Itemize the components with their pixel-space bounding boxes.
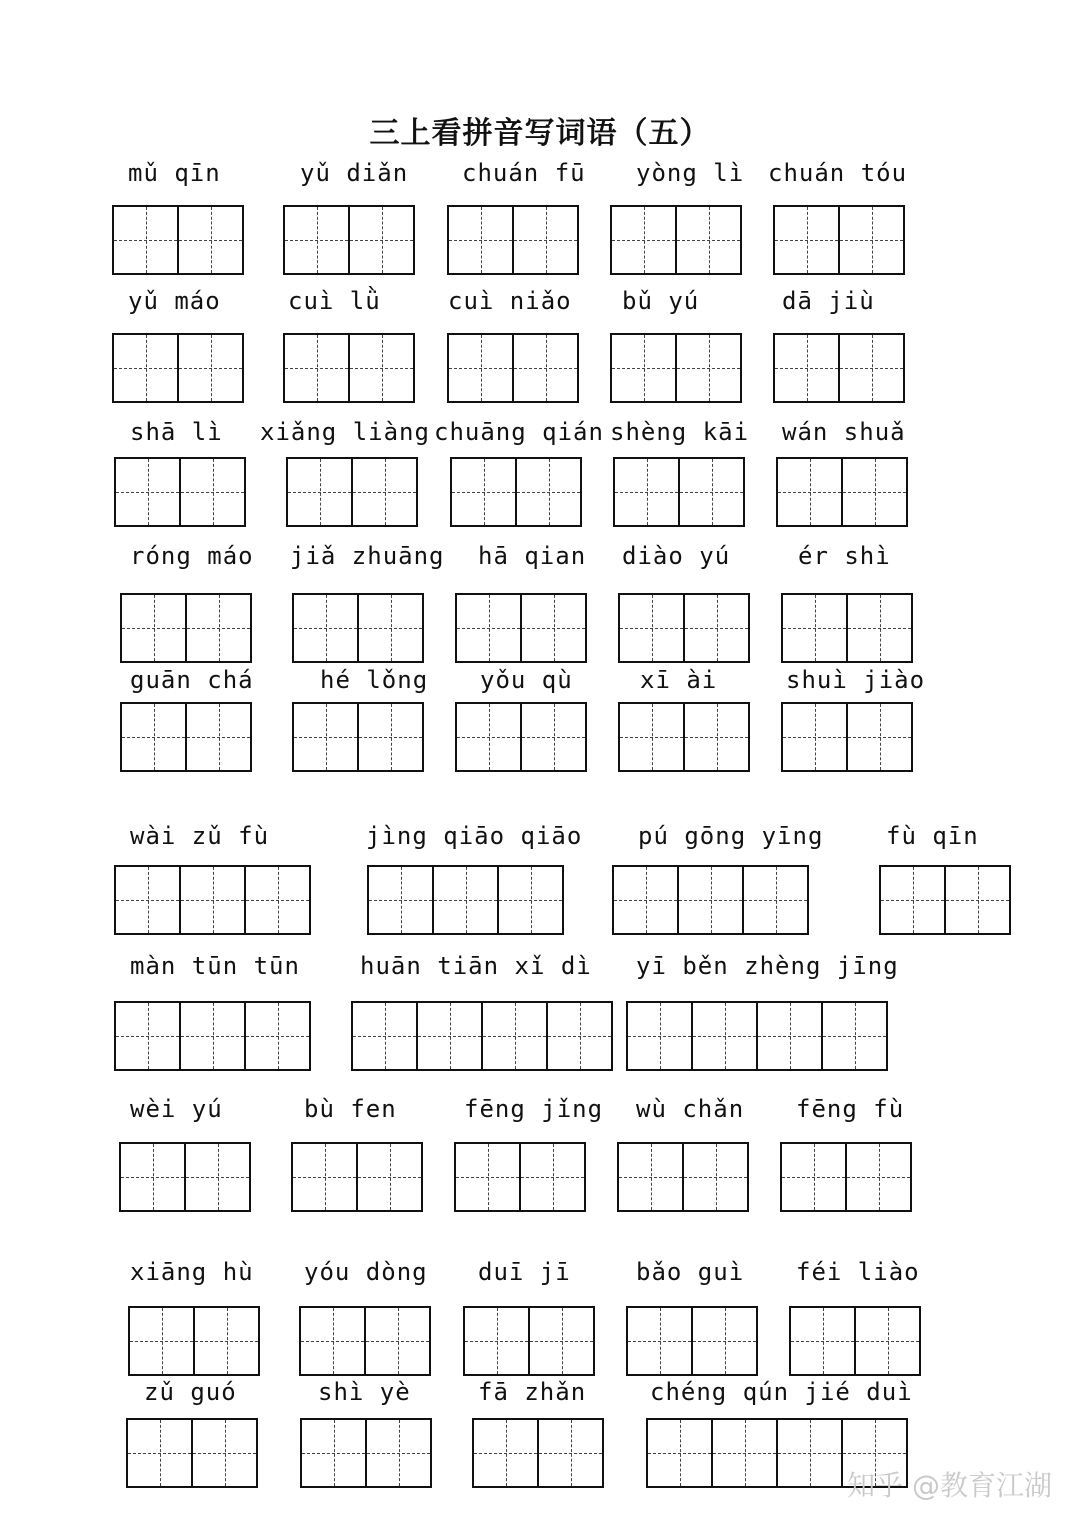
writing-grid: [454, 1142, 586, 1212]
writing-grid: [126, 1418, 258, 1488]
writing-grid: [112, 333, 244, 403]
character-box[interactable]: [791, 1308, 854, 1374]
character-box[interactable]: [776, 1420, 841, 1486]
character-box[interactable]: [520, 704, 585, 770]
character-box[interactable]: [628, 1308, 691, 1374]
writing-grid: [286, 457, 418, 527]
character-box[interactable]: [432, 867, 497, 933]
pinyin-label: pú gōng yīng: [638, 822, 824, 850]
pinyin-label: fā zhǎn: [478, 1378, 587, 1406]
pinyin-label: féi liào: [796, 1258, 920, 1286]
writing-grid: [119, 1142, 251, 1212]
character-box[interactable]: [356, 1144, 421, 1210]
character-box[interactable]: [122, 704, 185, 770]
character-box[interactable]: [179, 867, 244, 933]
pinyin-label: yóu dòng: [304, 1258, 428, 1286]
pinyin-label: shì yè: [318, 1378, 411, 1406]
character-box[interactable]: [881, 867, 944, 933]
character-box[interactable]: [457, 704, 520, 770]
pinyin-label: chuán tóu: [768, 159, 908, 187]
writing-grid: [773, 205, 905, 275]
writing-grid: [789, 1306, 921, 1376]
writing-grid: [472, 1418, 604, 1488]
character-box[interactable]: [348, 207, 413, 273]
pinyin-label: shuì jiào: [786, 666, 926, 694]
character-box[interactable]: [293, 1144, 356, 1210]
character-box[interactable]: [620, 595, 683, 661]
character-box[interactable]: [520, 595, 585, 661]
writing-grid: [114, 1001, 311, 1071]
character-box[interactable]: [116, 1003, 179, 1069]
character-box[interactable]: [838, 335, 903, 401]
writing-grid: [128, 1306, 260, 1376]
character-box[interactable]: [619, 1144, 682, 1210]
character-box[interactable]: [846, 704, 911, 770]
character-box[interactable]: [682, 1144, 747, 1210]
character-box[interactable]: [854, 1308, 919, 1374]
character-box[interactable]: [465, 1308, 528, 1374]
watermark: 知乎 @教育江湖: [847, 1469, 1052, 1502]
character-box[interactable]: [294, 595, 357, 661]
character-box[interactable]: [845, 1144, 910, 1210]
character-box[interactable]: [615, 459, 678, 525]
writing-grid: [626, 1001, 888, 1071]
pinyin-label: fēng jǐng: [464, 1095, 604, 1123]
pinyin-label: cuì lǜ: [288, 287, 381, 315]
character-box[interactable]: [838, 207, 903, 273]
pinyin-label: zǔ guó: [144, 1378, 237, 1406]
character-box[interactable]: [301, 1308, 364, 1374]
writing-grid: [773, 333, 905, 403]
writing-grid: [114, 865, 311, 935]
character-box[interactable]: [775, 207, 838, 273]
character-box[interactable]: [364, 1308, 429, 1374]
pinyin-label: wài zǔ fù: [130, 822, 270, 850]
character-box[interactable]: [846, 595, 911, 661]
character-box[interactable]: [537, 1420, 602, 1486]
pinyin-label: yòng lì: [636, 159, 745, 187]
character-box[interactable]: [519, 1144, 584, 1210]
character-box[interactable]: [353, 1003, 416, 1069]
character-box[interactable]: [285, 335, 348, 401]
pinyin-label: yī běn zhèng jīng: [636, 952, 899, 980]
character-box[interactable]: [683, 595, 748, 661]
writing-grid: [610, 333, 742, 403]
character-box[interactable]: [457, 595, 520, 661]
pinyin-label: xiāng hù: [130, 1258, 254, 1286]
character-box[interactable]: [128, 1420, 191, 1486]
pinyin-label: guān chá: [130, 666, 254, 694]
pinyin-label: wèi yú: [130, 1095, 223, 1123]
pinyin-label: wán shuǎ: [782, 418, 906, 446]
character-box[interactable]: [546, 1003, 611, 1069]
character-box[interactable]: [179, 1003, 244, 1069]
writing-grid: [879, 865, 1011, 935]
character-box[interactable]: [821, 1003, 886, 1069]
pinyin-label: wù chǎn: [636, 1095, 745, 1123]
writing-grid: [300, 1418, 432, 1488]
character-box[interactable]: [121, 1144, 184, 1210]
character-box[interactable]: [711, 1420, 776, 1486]
character-box[interactable]: [357, 595, 422, 661]
writing-grid: [455, 702, 587, 772]
writing-grid: [612, 865, 809, 935]
writing-grid: [776, 457, 908, 527]
character-box[interactable]: [481, 1003, 546, 1069]
character-box[interactable]: [614, 867, 677, 933]
pinyin-label: shā lì: [130, 418, 223, 446]
pinyin-label: mǔ qīn: [128, 159, 221, 187]
character-box[interactable]: [244, 1003, 309, 1069]
character-box[interactable]: [185, 704, 250, 770]
writing-grid: [447, 205, 579, 275]
character-box[interactable]: [612, 335, 675, 401]
pinyin-label: cuì niǎo: [448, 287, 572, 315]
pinyin-label: yǔ diǎn: [300, 159, 409, 187]
pinyin-label: chéng qún jié duì: [650, 1378, 913, 1406]
character-box[interactable]: [369, 867, 432, 933]
character-box[interactable]: [177, 335, 242, 401]
character-box[interactable]: [620, 704, 683, 770]
character-box[interactable]: [348, 335, 413, 401]
character-box[interactable]: [130, 1308, 193, 1374]
character-box[interactable]: [783, 704, 846, 770]
writing-grid: [292, 593, 424, 663]
writing-grid: [283, 333, 415, 403]
page-title: 三上看拼音写词语（五）: [369, 116, 711, 151]
pinyin-label: róng máo: [130, 542, 254, 570]
pinyin-label: màn tūn tūn: [130, 952, 300, 980]
pinyin-label: bǔ yú: [622, 287, 700, 315]
pinyin-label: fù qīn: [886, 822, 979, 850]
pinyin-label: chuāng qián: [434, 418, 604, 446]
character-box[interactable]: [357, 704, 422, 770]
pinyin-label: dā jiù: [782, 287, 875, 315]
character-box[interactable]: [782, 1144, 845, 1210]
character-box[interactable]: [783, 595, 846, 661]
character-box[interactable]: [288, 459, 351, 525]
pinyin-label: bǎo guì: [636, 1258, 745, 1286]
character-box[interactable]: [512, 335, 577, 401]
character-box[interactable]: [756, 1003, 821, 1069]
character-box[interactable]: [691, 1003, 756, 1069]
pinyin-label: diào yú: [622, 542, 731, 570]
writing-grid: [112, 205, 244, 275]
character-box[interactable]: [449, 207, 512, 273]
character-box[interactable]: [528, 1308, 593, 1374]
writing-grid: [463, 1306, 595, 1376]
character-box[interactable]: [116, 459, 179, 525]
writing-grid: [450, 457, 582, 527]
character-box[interactable]: [191, 1420, 256, 1486]
character-box[interactable]: [449, 335, 512, 401]
pinyin-label: jìng qiāo qiāo: [366, 822, 583, 850]
character-box[interactable]: [184, 1144, 249, 1210]
pinyin-label: fēng fù: [796, 1095, 905, 1123]
character-box[interactable]: [497, 867, 562, 933]
writing-grid: [351, 1001, 613, 1071]
character-box[interactable]: [456, 1144, 519, 1210]
character-box[interactable]: [678, 459, 743, 525]
character-box[interactable]: [675, 207, 740, 273]
writing-grid: [610, 205, 742, 275]
character-box[interactable]: [122, 595, 185, 661]
character-box[interactable]: [177, 207, 242, 273]
character-box[interactable]: [193, 1308, 258, 1374]
character-box[interactable]: [677, 867, 742, 933]
character-box[interactable]: [648, 1420, 711, 1486]
writing-grid: [780, 1142, 912, 1212]
writing-grid: [455, 593, 587, 663]
character-box[interactable]: [365, 1420, 430, 1486]
writing-grid: [291, 1142, 423, 1212]
writing-grid: [367, 865, 564, 935]
writing-grid: [613, 457, 745, 527]
character-box[interactable]: [114, 335, 177, 401]
character-box[interactable]: [416, 1003, 481, 1069]
pinyin-label: yǒu qù: [480, 666, 573, 694]
character-box[interactable]: [775, 335, 838, 401]
pinyin-label: huān tiān xǐ dì: [360, 952, 592, 980]
character-box[interactable]: [452, 459, 515, 525]
writing-grid: [617, 1142, 749, 1212]
character-box[interactable]: [628, 1003, 691, 1069]
character-box[interactable]: [841, 459, 906, 525]
character-box[interactable]: [351, 459, 416, 525]
writing-grid: [283, 205, 415, 275]
writing-grid: [626, 1306, 758, 1376]
character-box[interactable]: [474, 1420, 537, 1486]
character-box[interactable]: [944, 867, 1009, 933]
character-box[interactable]: [244, 867, 309, 933]
character-box[interactable]: [683, 704, 748, 770]
character-box[interactable]: [185, 595, 250, 661]
pinyin-label: hé lǒng: [320, 666, 429, 694]
character-box[interactable]: [302, 1420, 365, 1486]
pinyin-label: bù fen: [304, 1095, 397, 1123]
writing-grid: [114, 457, 246, 527]
character-box[interactable]: [114, 207, 177, 273]
character-box[interactable]: [675, 335, 740, 401]
pinyin-label: shèng kāi: [610, 418, 750, 446]
character-box[interactable]: [778, 459, 841, 525]
writing-grid: [447, 333, 579, 403]
writing-grid: [292, 702, 424, 772]
character-box[interactable]: [285, 207, 348, 273]
pinyin-label: xiǎng liàng: [260, 418, 430, 446]
character-box[interactable]: [116, 867, 179, 933]
character-box[interactable]: [515, 459, 580, 525]
character-box[interactable]: [691, 1308, 756, 1374]
writing-grid: [781, 593, 913, 663]
pinyin-label: ér shì: [798, 542, 891, 570]
writing-grid: [120, 702, 252, 772]
pinyin-label: chuán fū: [462, 159, 586, 187]
character-box[interactable]: [179, 459, 244, 525]
writing-grid: [618, 702, 750, 772]
pinyin-label: yǔ máo: [128, 287, 221, 315]
pinyin-label: duī jī: [478, 1258, 571, 1286]
pinyin-label: jiǎ zhuāng: [290, 542, 445, 570]
character-box[interactable]: [612, 207, 675, 273]
writing-grid: [299, 1306, 431, 1376]
writing-grid: [781, 702, 913, 772]
character-box[interactable]: [742, 867, 807, 933]
character-box[interactable]: [294, 704, 357, 770]
pinyin-label: xī ài: [640, 666, 718, 694]
pinyin-label: hā qian: [478, 542, 587, 570]
character-box[interactable]: [512, 207, 577, 273]
writing-grid: [120, 593, 252, 663]
writing-grid: [618, 593, 750, 663]
